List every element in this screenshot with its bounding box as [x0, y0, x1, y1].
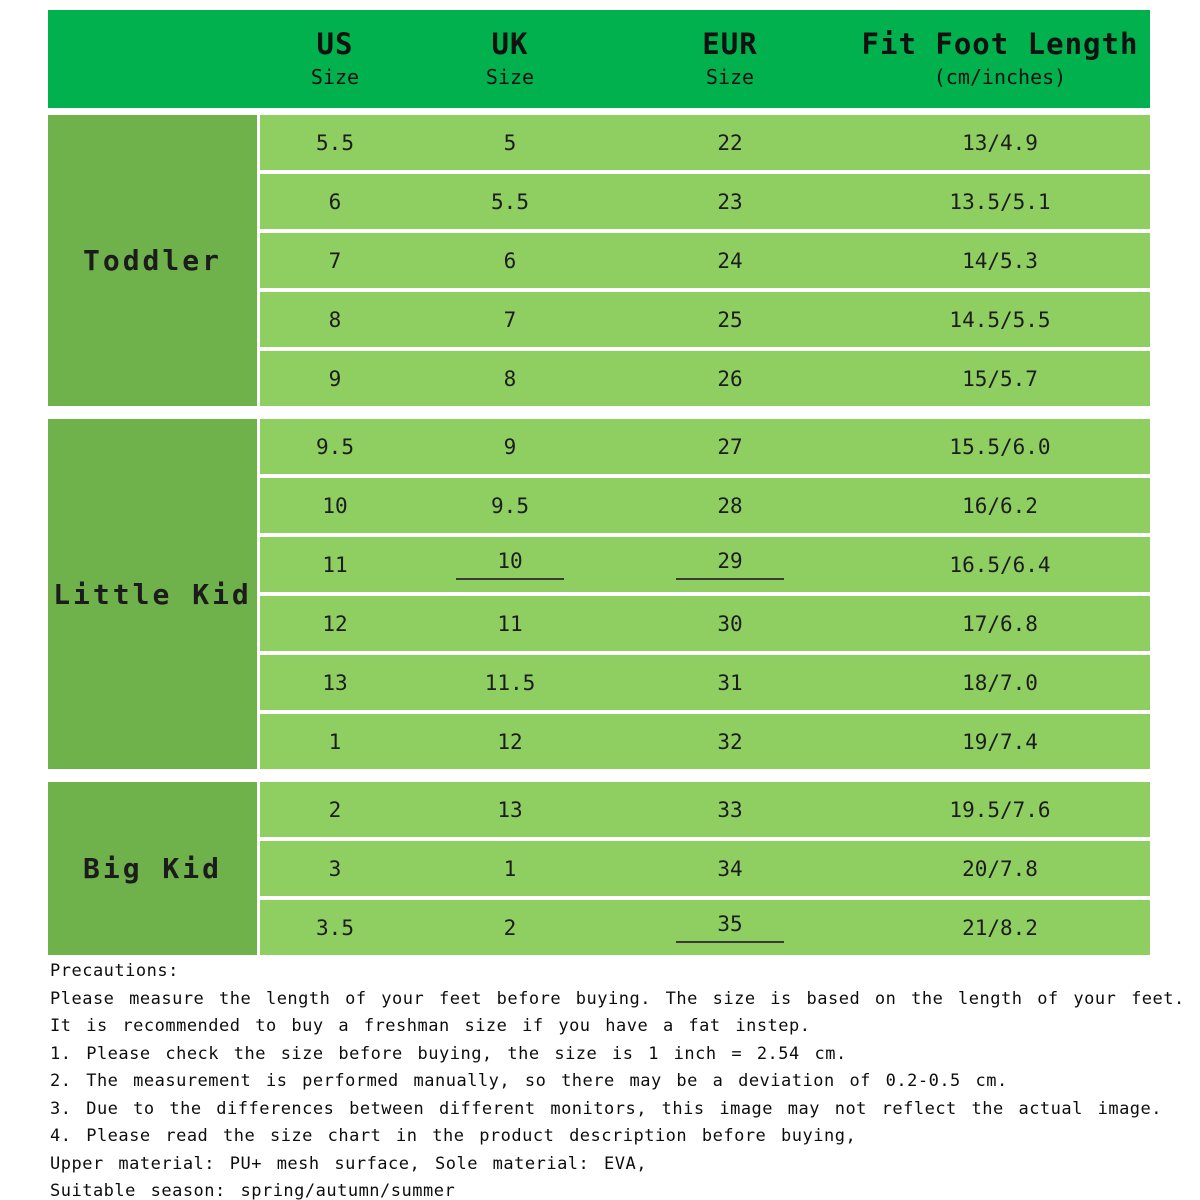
size-cell: 9.5: [316, 434, 354, 459]
size-cell: 18/7.0: [962, 670, 1038, 695]
size-cell: 9.5: [491, 493, 529, 518]
size-cell: 26: [717, 366, 743, 391]
size-cell: 1: [503, 856, 517, 881]
size-cell: 28: [717, 493, 743, 518]
header-us-subtitle: Size: [310, 64, 360, 89]
table-row: [260, 351, 1150, 406]
size-cell: 14.5/5.5: [949, 307, 1051, 332]
size-cell: 11.5: [484, 670, 536, 695]
underlined-value: 29: [676, 549, 784, 580]
size-group-big-kid: [48, 782, 1150, 955]
size-cell: [610, 549, 850, 580]
group-label: Toddler: [48, 115, 257, 406]
table-row: [260, 292, 1150, 347]
table-row: [260, 841, 1150, 896]
precautions-notes: [50, 958, 1185, 1200]
header-fit-title: Fit Foot Length: [861, 27, 1139, 62]
size-cell: 22: [717, 130, 743, 155]
size-cell: 23: [717, 189, 743, 214]
size-cell: 31: [717, 670, 743, 695]
size-cell: 12: [497, 729, 523, 754]
size-cell: 27: [717, 434, 743, 459]
size-groups: [48, 115, 1150, 955]
header-fit-subtitle: (cm/inches): [933, 64, 1067, 89]
note-line: 2. The measurement is performed manually, so there may be a deviation of 0.2-0.5 cm.: [50, 1071, 1008, 1091]
size-cell: 24: [717, 248, 743, 273]
size-cell: 1: [328, 729, 342, 754]
note-line: 4. Please read the size chart in the product description before buying,: [50, 1126, 857, 1146]
underlined-value: 35: [676, 912, 784, 943]
header-uk: [410, 29, 610, 89]
header-eur-title: EUR: [702, 27, 758, 62]
table-row: [260, 782, 1150, 837]
header-fit-foot-length: [850, 29, 1150, 89]
note-line: 1. Please check the size before buying, the size is 1 inch = 2.54 cm.: [50, 1043, 847, 1064]
size-cell: 7: [503, 307, 517, 332]
size-cell: 14/5.3: [962, 248, 1038, 273]
size-cell: 5.5: [491, 189, 529, 214]
size-cell: 8: [328, 307, 342, 332]
size-cell: 13: [497, 797, 523, 822]
size-cell: 15.5/6.0: [949, 434, 1051, 459]
size-cell: 32: [717, 729, 743, 754]
table-row: [260, 714, 1150, 769]
size-cell: 2: [328, 797, 342, 822]
size-cell: 5.5: [316, 130, 354, 155]
size-cell: 21/8.2: [962, 915, 1038, 940]
table-row: [260, 419, 1150, 474]
size-cell: 19.5/7.6: [949, 797, 1051, 822]
size-cell: 6: [503, 248, 517, 273]
table-row: [260, 174, 1150, 229]
size-cell: 10: [322, 493, 348, 518]
size-cell: 13: [322, 670, 348, 695]
size-cell: 20/7.8: [962, 856, 1038, 881]
size-cell: 34: [717, 856, 743, 881]
note-line: Suitable season: spring/autumn/summer: [50, 1181, 456, 1200]
header-eur: [610, 29, 850, 89]
size-group-little-kid: [48, 419, 1150, 769]
size-cell: 2: [503, 915, 517, 940]
size-cell: 3.5: [316, 915, 354, 940]
table-row: [260, 233, 1150, 288]
note-line: 3. Due to the differences between different monitors, this image may not reflect the actual image.: [50, 1098, 1163, 1119]
size-cell: 16/6.2: [962, 493, 1038, 518]
size-cell: 5: [503, 130, 517, 155]
size-cell: 6: [328, 189, 342, 214]
table-row: [260, 900, 1150, 955]
table-row: [260, 478, 1150, 533]
size-cell: 17/6.8: [962, 611, 1038, 636]
size-cell: 30: [717, 611, 743, 636]
size-cell: 11: [322, 552, 348, 577]
size-cell: 25: [717, 307, 743, 332]
note-line: Upper material: PU+ mesh surface, Sole material: EVA,: [50, 1153, 647, 1174]
underlined-value: 10: [456, 549, 564, 580]
header-uk-subtitle: Size: [485, 64, 535, 89]
size-cell: 9: [503, 434, 517, 459]
note-line: Please measure the length of your feet before buying. The size is based on the length of your feet.: [50, 988, 1185, 1009]
size-cell: 8: [503, 366, 517, 391]
header-uk-title: UK: [491, 27, 529, 62]
group-rows: [260, 782, 1150, 955]
table-row: [260, 115, 1150, 170]
note-line: Precautions:: [50, 961, 179, 981]
group-label: Little Kid: [48, 419, 257, 769]
size-cell: 15/5.7: [962, 366, 1038, 391]
size-cell: 13/4.9: [962, 130, 1038, 155]
size-cell: [410, 549, 610, 580]
table-row: [260, 537, 1150, 592]
size-chart-table: [48, 10, 1150, 955]
size-cell: 13.5/5.1: [949, 189, 1051, 214]
header-us: [260, 29, 410, 89]
table-row: [260, 596, 1150, 651]
size-cell: 7: [328, 248, 342, 273]
size-group-toddler: [48, 115, 1150, 406]
size-cell: 9: [328, 366, 342, 391]
header-eur-subtitle: Size: [705, 64, 755, 89]
size-cell: 33: [717, 797, 743, 822]
table-header: [48, 10, 1150, 108]
table-row: [260, 655, 1150, 710]
note-line: It is recommended to buy a freshman size if you have a fat instep.: [50, 1016, 811, 1036]
group-label: Big Kid: [48, 782, 257, 955]
size-cell: 19/7.4: [962, 729, 1038, 754]
header-us-title: US: [316, 27, 354, 62]
group-rows: [260, 115, 1150, 406]
size-cell: 16.5/6.4: [949, 552, 1051, 577]
size-cell: 11: [497, 611, 523, 636]
group-rows: [260, 419, 1150, 769]
size-cell: 12: [322, 611, 348, 636]
size-cell: [610, 912, 850, 943]
size-cell: 3: [328, 856, 342, 881]
